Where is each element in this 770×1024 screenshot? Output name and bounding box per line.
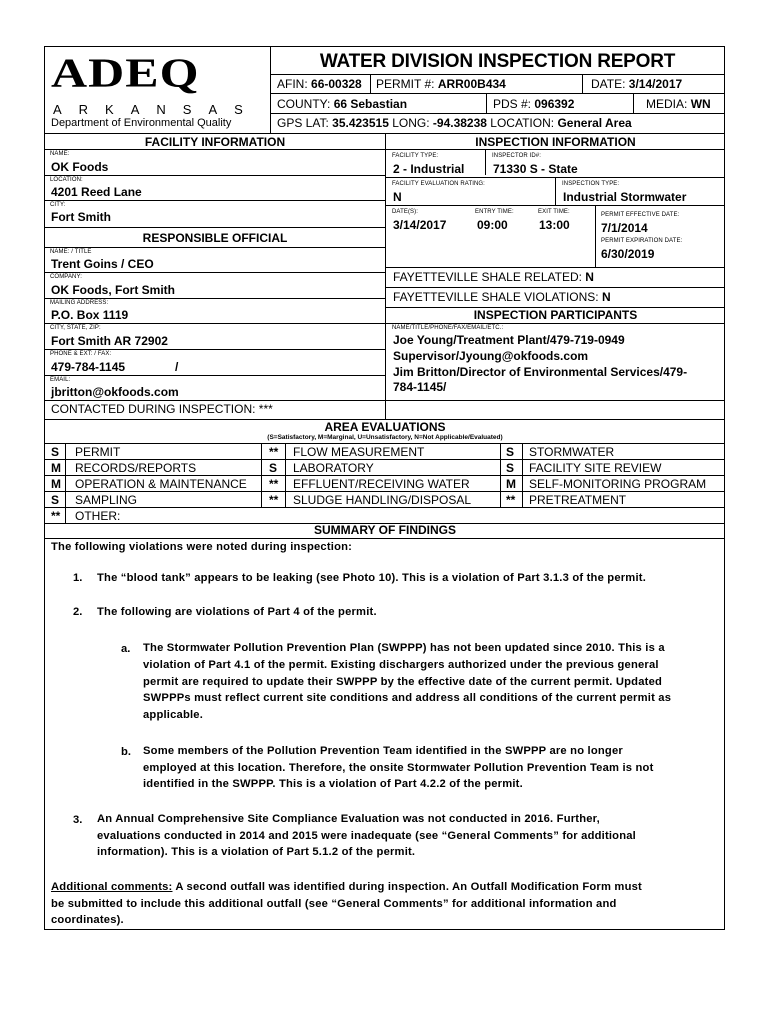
pds-field: PDS #: 096392: [493, 97, 575, 111]
finding-2a-line: SWPPPs must reflect current site conditions and address all conditions of the current permit as: [143, 692, 672, 704]
eval-code: **: [51, 509, 61, 523]
additional-comments-line: Additional comments: A second outfall was identified during inspection. An Outfall Modification Form must: [51, 881, 642, 893]
finding-1: The “blood tank” appears to be leaking (see Photo 10). This is a violation of Part 3.1.3 of the permit.: [97, 572, 647, 584]
facility-type-label: FACILITY TYPE:: [392, 153, 439, 159]
finding-number: 1.: [73, 572, 83, 584]
participant-line: Supervisor/Jyoung@okfoods.com: [393, 349, 589, 363]
gps-field: GPS LAT: 35.423515 LONG: -94.38238 LOCATION: General Area: [277, 116, 632, 130]
facility-type-value: 2 - Industrial: [393, 162, 465, 176]
finding-number: 2.: [73, 606, 83, 618]
participant-line: Joe Young/Treatment Plant/479-719-0949: [393, 333, 625, 347]
eval-area-operation: OPERATION & MAINTENANCE: [75, 477, 247, 491]
permit-effective-value: 7/1/2014: [601, 221, 648, 235]
dates-label: DATE(S):: [392, 209, 419, 215]
company-label: COMPANY:: [50, 274, 83, 280]
date-field: DATE: 3/14/2017: [591, 77, 683, 91]
eval-area-other: OTHER:: [75, 509, 121, 523]
facility-name-label: NAME:: [50, 151, 70, 157]
finding-3-line: evaluations conducted in 2014 and 2015 were inadequate (see “General Comments” for additional: [97, 830, 636, 842]
mailing-label: MAILING ADDRESS:: [50, 300, 109, 306]
report-title: WATER DIVISION INSPECTION REPORT: [319, 51, 676, 72]
arkansas-text: ARKANSAS: [53, 102, 260, 117]
eval-area-pretreatment: PRETREATMENT: [529, 493, 627, 507]
fayetteville-shale-related: FAYETTEVILLE SHALE RELATED: N: [393, 270, 594, 284]
eval-code: S: [506, 461, 515, 475]
eval-area-site-review: FACILITY SITE REVIEW: [529, 461, 662, 475]
department-name: Department of Environmental Quality: [51, 117, 232, 129]
facility-city-value: Fort Smith: [51, 210, 111, 224]
phone-label: PHONE & EXT: / FAX:: [50, 351, 112, 357]
eval-code: S: [506, 445, 515, 459]
evaluation-rating-label: FACILITY EVALUATION RATING:: [392, 181, 485, 187]
evaluation-legend: (S=Satisfactory, M=Marginal, U=Unsatisfactory, N=Not Applicable/Evaluated): [267, 434, 503, 441]
inspection-report: [44, 46, 725, 930]
phone-fax-separator: /: [175, 360, 179, 374]
permit-expiration-label: PERMIT EXPIRATION DATE:: [601, 238, 683, 244]
permit-field: PERMIT #: ARR00B434: [376, 77, 506, 91]
eval-area-flow: FLOW MEASUREMENT: [293, 445, 425, 459]
contacted-during-inspection: CONTACTED DURING INSPECTION: ***: [51, 402, 273, 416]
inspection-participants-header: INSPECTION PARTICIPANTS: [473, 308, 638, 322]
afin-field: AFIN: 66-00328: [277, 77, 362, 91]
finding-2: The following are violations of Part 4 of the permit.: [97, 606, 377, 618]
exit-time-label: EXIT TIME:: [538, 209, 570, 215]
evaluation-rating-value: N: [393, 190, 402, 204]
participant-line: Jim Britton/Director of Environmental Services/479-: [393, 365, 688, 379]
area-evaluations-header: AREA EVALUATIONS: [324, 420, 446, 434]
email-label: EMAIL:: [50, 377, 71, 383]
media-field: MEDIA: WN: [646, 97, 711, 111]
responsible-official-header: RESPONSIBLE OFFICIAL: [142, 231, 288, 245]
facility-info-header: FACILITY INFORMATION: [144, 135, 286, 149]
exit-time-value: 13:00: [539, 218, 570, 232]
dates-value: 3/14/2017: [393, 218, 447, 232]
finding-3-line: An Annual Comprehensive Site Compliance Evaluation was not conducted in 2016. Further,: [97, 813, 600, 825]
inspector-id-value: 71330 S - State: [493, 162, 578, 176]
participant-line: 784-1145/: [393, 380, 447, 394]
company-value: OK Foods, Fort Smith: [51, 283, 175, 297]
inspection-type-value: Industrial Stormwater: [563, 190, 687, 204]
permit-effective-label: PERMIT EFFECTIVE DATE:: [601, 212, 680, 218]
eval-area-self-monitoring: SELF-MONITORING PROGRAM: [529, 477, 707, 491]
eval-code: **: [269, 445, 279, 459]
adeq-logo: ADEQ: [51, 49, 200, 96]
city-state-zip-value: Fort Smith AR 72902: [51, 334, 168, 348]
eval-area-permit: PERMIT: [75, 445, 121, 459]
facility-location-label: LOCATION:: [50, 177, 83, 183]
participants-label: NAME/TITLE/PHONE/FAX/EMAIL/ETC.:: [392, 325, 504, 331]
inspector-id-label: INSPECTOR ID#:: [492, 153, 541, 159]
entry-time-label: ENTRY TIME:: [475, 209, 514, 215]
eval-code: M: [51, 461, 61, 475]
eval-code: S: [269, 461, 278, 475]
facility-location-value: 4201 Reed Lane: [51, 185, 142, 199]
facility-name-value: OK Foods: [51, 160, 109, 174]
eval-area-stormwater: STORMWATER: [529, 445, 615, 459]
eval-code: **: [269, 493, 279, 507]
email-value: jbritton@okfoods.com: [51, 385, 179, 399]
finding-2b-line: identified in the SWPPP. This is a violation of Part 4.2.2 of the permit.: [143, 778, 523, 790]
county-field: COUNTY: 66 Sebastian: [277, 97, 408, 111]
permit-expiration-value: 6/30/2019: [601, 247, 655, 261]
summary-intro: The following violations were noted during inspection:: [51, 541, 353, 553]
facility-city-label: CITY:: [50, 202, 66, 208]
additional-comments-line: coordinates).: [51, 914, 124, 926]
mailing-value: P.O. Box 1119: [51, 308, 129, 322]
eval-area-sludge: SLUDGE HANDLING/DISPOSAL: [293, 493, 472, 507]
inspection-info-header: INSPECTION INFORMATION: [475, 135, 636, 149]
eval-code: M: [506, 477, 516, 491]
finding-2a-line: applicable.: [143, 709, 204, 721]
finding-number: a.: [121, 643, 131, 655]
eval-area-laboratory: LABORATORY: [293, 461, 374, 475]
eval-code: S: [51, 493, 60, 507]
inspection-type-label: INSPECTION TYPE:: [562, 181, 620, 187]
eval-code: S: [51, 445, 60, 459]
fayetteville-shale-violations: FAYETTEVILLE SHALE VIOLATIONS: N: [393, 290, 611, 304]
finding-3-line: information). This is a violation of Part 5.1.2 of the permit.: [97, 846, 416, 858]
eval-area-sampling: SAMPLING: [75, 493, 138, 507]
entry-time-value: 09:00: [477, 218, 508, 232]
finding-number: 3.: [73, 814, 83, 826]
finding-2a-line: The Stormwater Pollution Prevention Plan (SWPPP) has not been updated since 2010. This is a: [143, 642, 665, 654]
finding-2a-line: violation of Part 4.1 of the permit. Existing dischargers authorized under the previous general: [143, 659, 659, 671]
finding-2b-line: Some members of the Pollution Prevention Team identified in the SWPPP are no longer: [143, 745, 623, 757]
city-state-zip-label: CITY, STATE, ZIP:: [50, 325, 101, 331]
eval-area-records: RECORDS/REPORTS: [75, 461, 197, 475]
eval-code: **: [506, 493, 516, 507]
eval-area-effluent: EFFLUENT/RECEIVING WATER: [293, 477, 470, 491]
official-name-label: NAME: / TITLE: [50, 249, 92, 255]
phone-value: 479-784-1145: [51, 360, 126, 374]
summary-of-findings-header: SUMMARY OF FINDINGS: [313, 523, 456, 537]
finding-number: b.: [121, 746, 131, 758]
finding-2b-line: employed at this location. Therefore, the onsite Stormwater Pollution Prevention Team is not: [143, 762, 654, 774]
eval-code: M: [51, 477, 61, 491]
additional-comments-line: be submitted to include this additional outfall (see “General Comments” for additional information and: [51, 898, 617, 910]
official-name-value: Trent Goins / CEO: [51, 257, 154, 271]
eval-code: **: [269, 477, 279, 491]
finding-2a-line: permit are required to update their SWPPP by the effective date of the current permit. Updated: [143, 676, 663, 688]
